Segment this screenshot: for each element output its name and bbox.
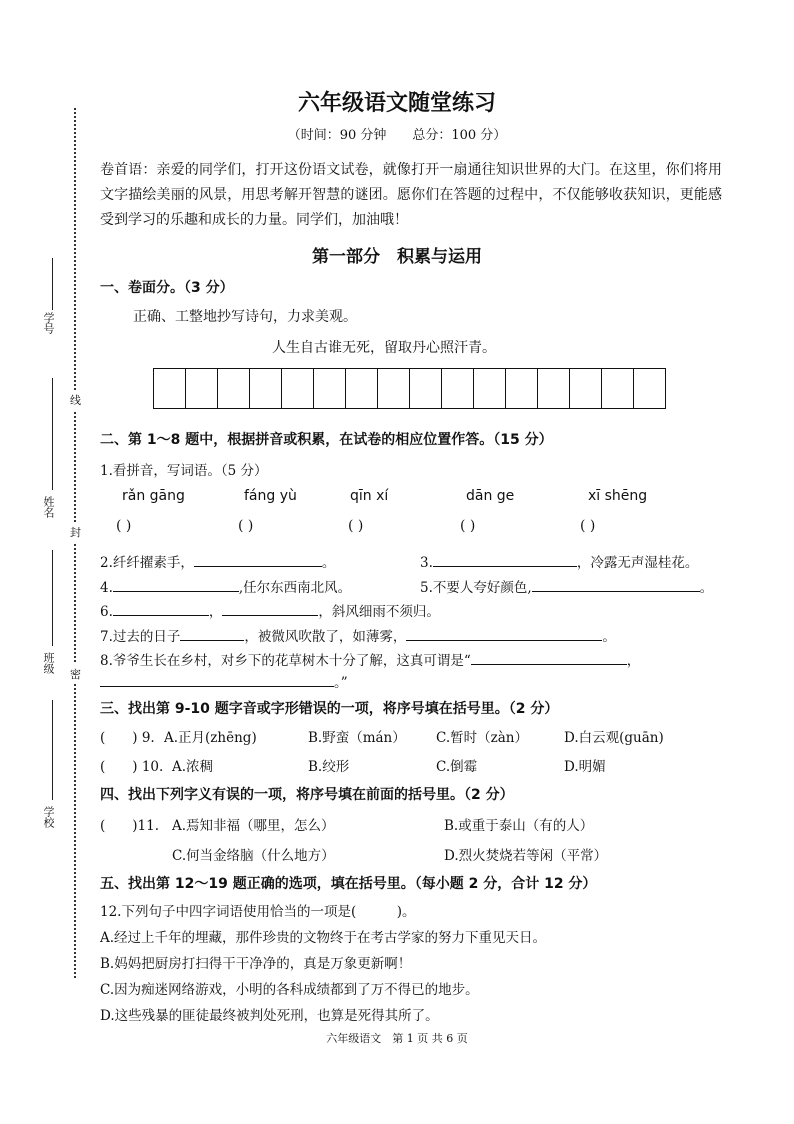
- section2-heading: 二、第 1～8 题中，根据拼音或积累，在试卷的相应位置作答。（15 分）: [100, 432, 553, 448]
- q11-option-c: C.何当金络脑（什么地方）: [172, 848, 335, 864]
- q7-text-b: ，被微风吹散了，如薄雾，: [244, 629, 407, 645]
- section5-heading: 五、找出第 12～19 题正确的选项，填在括号里。（每小题 2 分，合计 12 分）: [100, 876, 597, 892]
- school-line: [52, 700, 53, 800]
- q8-end: 。”: [334, 675, 348, 691]
- q2-text: 2.纤纤擢素手，: [100, 555, 194, 571]
- seal-char-line: 线: [70, 390, 81, 410]
- q7-end: 。: [602, 629, 616, 645]
- q3-blank[interactable]: [433, 552, 577, 567]
- q11-option-a: A.焉知非福（哪里，怎么）: [172, 818, 335, 834]
- q9-option-d: D.白云观(guān): [564, 730, 664, 746]
- q9-option-c: C.暂时（zàn）: [436, 730, 528, 746]
- student-id-label: 学号: [42, 312, 55, 334]
- q12-option-b[interactable]: B.妈妈把厨房打扫得干干净净的，真是万象更新啊！: [100, 956, 412, 972]
- q7-line: [100, 625, 616, 645]
- binding-dotted-line: [74, 108, 76, 978]
- section3-heading: 三、找出第 9-10 题字音或字形错误的一项，将序号填在括号里。（2 分）: [100, 701, 559, 717]
- q4-line: [100, 576, 351, 596]
- answer-paren-5[interactable]: ( ): [580, 518, 596, 534]
- q10-number[interactable]: ( ) 10.: [100, 759, 164, 775]
- q11-option-b: B.或重于泰山（有的人）: [444, 818, 594, 834]
- q12-prompt: 12.下列句子中四字词语使用恰当的一项是( )。: [100, 904, 416, 920]
- q6-line: [100, 600, 440, 620]
- pinyin-1: rǎn gāng: [122, 488, 185, 504]
- q6-blank-2[interactable]: [222, 601, 318, 616]
- class-label: 班级: [42, 652, 55, 674]
- section1-heading: 一、卷面分。（3 分）: [100, 280, 234, 296]
- part-one-title: 第一部分 积累与运用: [312, 247, 482, 267]
- q10-option-a: A.浓稠: [172, 759, 214, 775]
- pinyin-5: xī shēng: [588, 488, 648, 504]
- q1-prompt: 1.看拼音，写词语。（5 分）: [100, 463, 268, 479]
- q10-option-d: D.明媚: [564, 759, 606, 775]
- page-footer: 六年级语文 第 1 页 共 6 页: [326, 1032, 468, 1045]
- q6-blank-1[interactable]: [113, 601, 209, 616]
- pinyin-4: dān ge: [466, 488, 515, 504]
- intro-paragraph: 卷首语：亲爱的同学们，打开这份语文试卷，就像打开一扇通往知识世界的大门。在这里，你们将用文字描绘美丽的风景，用思考解开智慧的谜团。愿你们在答题的过程中，不仅能够收获知识，更能感受到学习的乐趣和成长的力量。同学们，加油哦！: [100, 162, 722, 228]
- q5-line: [420, 576, 713, 596]
- q9-option-b: B.野蛮（mán）: [308, 730, 406, 746]
- q11-number[interactable]: ( )11.: [100, 818, 160, 834]
- seal-char-dense: 密: [70, 664, 81, 684]
- q4-text: ,任尔东西南北风。: [238, 580, 352, 596]
- q12-option-c[interactable]: C.因为痴迷网络游戏，小明的各科成绩都到了万不得已的地步。: [100, 982, 479, 998]
- q8-blank-1[interactable]: [471, 650, 627, 665]
- q10-option-b: B.绞形: [308, 759, 350, 775]
- q2-line: [100, 551, 335, 571]
- q8-blank-2[interactable]: [100, 672, 334, 687]
- poem-line: 人生自古谁无死，留取丹心照汗青。: [272, 340, 496, 356]
- section4-heading: 四、找出下列字义有误的一项，将序号填在前面的括号里。（2 分）: [100, 787, 514, 803]
- section1-instruction: 正确、工整地抄写诗句，力求美观。: [133, 309, 357, 325]
- seal-char-seal: 封: [70, 522, 81, 542]
- q9-number[interactable]: ( ) 9.: [100, 730, 155, 746]
- answer-paren-3[interactable]: ( ): [348, 518, 364, 534]
- q5-end: 。: [699, 580, 714, 596]
- q2-blank[interactable]: [194, 552, 322, 567]
- q3-line: [420, 551, 698, 571]
- q11-option-d: D.烈火焚烧若等闲（平常）: [444, 848, 608, 864]
- q6-text: ，斜风细雨不须归。: [318, 604, 440, 620]
- q12-option-d[interactable]: D.这些残暴的匪徒最终被判处死刑，也算是死得其所了。: [100, 1008, 439, 1024]
- q8-comma: ，: [626, 653, 641, 669]
- q3-num: 3.: [420, 555, 433, 571]
- q8-line-2: [100, 671, 348, 691]
- exam-subtitle: （时间：90 分钟 总分：100 分）: [287, 128, 507, 143]
- page-title: 六年级语文随堂练习: [297, 91, 496, 116]
- q9-option-a: A.正月(zhēng): [164, 730, 257, 746]
- answer-paren-1[interactable]: ( ): [116, 518, 132, 534]
- name-label: 姓名: [42, 496, 55, 518]
- q6-comma: ，: [208, 604, 223, 620]
- class-line: [52, 550, 53, 646]
- q2-end: 。: [321, 555, 336, 571]
- pinyin-3: qīn xí: [350, 488, 389, 504]
- q3-text: ，冷露无声湿桂花。: [576, 555, 699, 571]
- school-label: 学校: [42, 806, 55, 828]
- q4-blank[interactable]: [113, 577, 239, 592]
- q6-num: 6.: [100, 604, 113, 620]
- q7-text-a: 7.过去的日子: [100, 629, 181, 645]
- q4-num: 4.: [100, 580, 113, 596]
- q7-blank-1[interactable]: [180, 626, 244, 641]
- q12-option-a[interactable]: A.经过上千年的埋藏，那件珍贵的文物终于在考古学家的努力下重见天日。: [100, 930, 547, 946]
- q10-option-c: C.倒霉: [436, 759, 478, 775]
- q8-line: [100, 649, 640, 669]
- name-line: [52, 378, 53, 490]
- answer-paren-2[interactable]: ( ): [238, 518, 254, 534]
- q8-text: 8.爷爷生长在乡村，对乡下的花草树木十分了解，这真可谓是“: [100, 653, 471, 669]
- q5-blank[interactable]: [532, 577, 700, 592]
- answer-paren-4[interactable]: ( ): [460, 518, 476, 534]
- q5-text: 5.不要人夸好颜色,: [420, 580, 532, 596]
- q7-blank-2[interactable]: [406, 626, 602, 641]
- pinyin-2: fáng yù: [244, 488, 297, 504]
- handwriting-grid[interactable]: [153, 368, 666, 409]
